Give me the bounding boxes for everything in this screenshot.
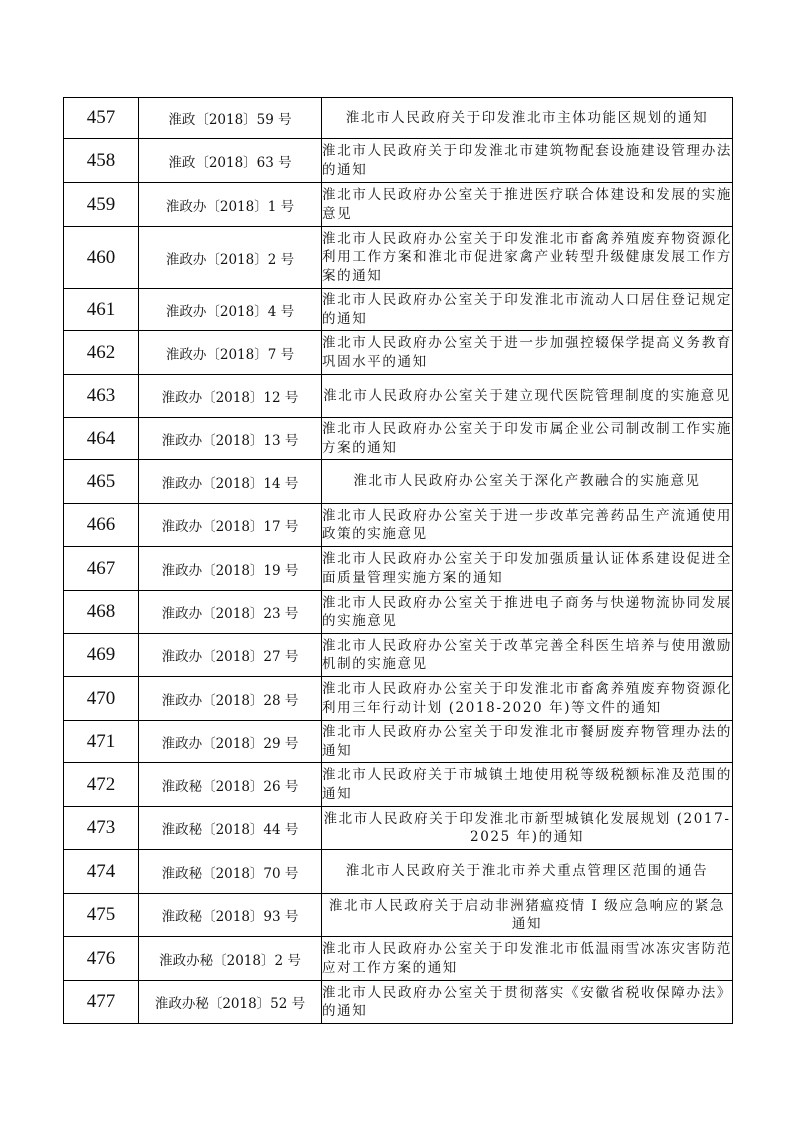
- row-number: 477: [64, 981, 139, 1024]
- row-number: 464: [64, 418, 139, 460]
- document-title: 淮北市人民政府办公室关于印发淮北市畜禽养殖废弃物资源化利用三年行动计划 (2018-2020 年)等文件的通知: [322, 677, 733, 721]
- table-row: [64, 763, 733, 807]
- document-title: 淮北市人民政府办公室关于进一步加强控辍保学提高义务教育巩固水平的通知: [322, 331, 733, 375]
- document-number: 淮政办〔2018〕1 号: [139, 183, 322, 227]
- document-number: 淮政办〔2018〕17 号: [139, 504, 322, 547]
- document-table: [63, 97, 733, 1024]
- row-number: 468: [64, 591, 139, 634]
- row-number: 475: [64, 894, 139, 937]
- document-number: 淮政办〔2018〕28 号: [139, 677, 322, 721]
- table-row: [64, 418, 733, 460]
- document-number: 淮政〔2018〕63 号: [139, 139, 322, 183]
- document-title: 淮北市人民政府关于启动非洲猪瘟疫情 I 级应急响应的紧急通知: [322, 894, 733, 937]
- table-row: [64, 981, 733, 1024]
- row-number: 463: [64, 375, 139, 418]
- document-number: 淮政〔2018〕59 号: [139, 98, 322, 139]
- row-number: 458: [64, 139, 139, 183]
- document-number: 淮政办〔2018〕27 号: [139, 634, 322, 677]
- row-number: 459: [64, 183, 139, 227]
- row-number: 471: [64, 721, 139, 763]
- document-number: 淮政秘〔2018〕44 号: [139, 807, 322, 850]
- document-number: 淮政办〔2018〕13 号: [139, 418, 322, 460]
- document-number: 淮政办〔2018〕14 号: [139, 460, 322, 504]
- table-row: [64, 634, 733, 677]
- row-number: 469: [64, 634, 139, 677]
- table-row: [64, 721, 733, 763]
- document-number: 淮政办秘〔2018〕52 号: [139, 981, 322, 1024]
- table-row: [64, 139, 733, 183]
- document-title: 淮北市人民政府办公室关于推进电子商务与快递物流协同发展的实施意见: [322, 591, 733, 634]
- document-number: 淮政办〔2018〕19 号: [139, 547, 322, 591]
- document-title: 淮北市人民政府办公室关于印发淮北市低温雨雪冰冻灾害防范应对工作方案的通知: [322, 937, 733, 981]
- document-title: 淮北市人民政府关于印发淮北市建筑物配套设施建设管理办法的通知: [322, 139, 733, 183]
- document-number: 淮政办〔2018〕2 号: [139, 227, 322, 289]
- row-number: 466: [64, 504, 139, 547]
- document-title: 淮北市人民政府办公室关于建立现代医院管理制度的实施意见: [322, 375, 733, 418]
- document-title: 淮北市人民政府关于市城镇土地使用税等级税额标准及范围的通知: [322, 763, 733, 807]
- document-number: 淮政办〔2018〕4 号: [139, 289, 322, 331]
- document-number: 淮政秘〔2018〕26 号: [139, 763, 322, 807]
- table-row: [64, 937, 733, 981]
- document-title: 淮北市人民政府办公室关于深化产教融合的实施意见: [322, 460, 733, 504]
- document-title: 淮北市人民政府办公室关于推进医疗联合体建设和发展的实施意见: [322, 183, 733, 227]
- document-title: 淮北市人民政府办公室关于印发市属企业公司制改制工作实施方案的通知: [322, 418, 733, 460]
- table-row: [64, 227, 733, 289]
- table-row: [64, 547, 733, 591]
- table-row: [64, 591, 733, 634]
- row-number: 472: [64, 763, 139, 807]
- document-page: [63, 97, 732, 1024]
- document-title: 淮北市人民政府关于印发淮北市新型城镇化发展规划 (2017-2025 年)的通知: [322, 807, 733, 850]
- row-number: 461: [64, 289, 139, 331]
- document-number: 淮政办〔2018〕29 号: [139, 721, 322, 763]
- row-number: 474: [64, 850, 139, 894]
- document-number: 淮政办秘〔2018〕2 号: [139, 937, 322, 981]
- document-number: 淮政办〔2018〕12 号: [139, 375, 322, 418]
- document-number: 淮政秘〔2018〕93 号: [139, 894, 322, 937]
- document-title: 淮北市人民政府办公室关于改革完善全科医生培养与使用激励机制的实施意见: [322, 634, 733, 677]
- document-title: 淮北市人民政府关于印发淮北市主体功能区规划的通知: [322, 98, 733, 139]
- document-title: 淮北市人民政府办公室关于贯彻落实《安徽省税收保障办法》的通知: [322, 981, 733, 1024]
- table-row: [64, 289, 733, 331]
- document-title: 淮北市人民政府办公室关于印发淮北市餐厨废弃物管理办法的通知: [322, 721, 733, 763]
- document-number: 淮政办〔2018〕7 号: [139, 331, 322, 375]
- table-row: [64, 460, 733, 504]
- table-row: [64, 807, 733, 850]
- document-title: 淮北市人民政府办公室关于印发淮北市流动人口居住登记规定的通知: [322, 289, 733, 331]
- table-row: [64, 894, 733, 937]
- table-row: [64, 183, 733, 227]
- row-number: 470: [64, 677, 139, 721]
- document-title: 淮北市人民政府办公室关于印发淮北市畜禽养殖废弃物资源化利用工作方案和淮北市促进家禽产业转型升级健康发展工作方案的通知: [322, 227, 733, 289]
- row-number: 467: [64, 547, 139, 591]
- row-number: 462: [64, 331, 139, 375]
- table-row: [64, 331, 733, 375]
- table-row: [64, 677, 733, 721]
- document-title: 淮北市人民政府办公室关于进一步改革完善药品生产流通使用政策的实施意见: [322, 504, 733, 547]
- table-row: [64, 850, 733, 894]
- table-row: [64, 98, 733, 139]
- table-row: [64, 375, 733, 418]
- row-number: 476: [64, 937, 139, 981]
- table-row: [64, 504, 733, 547]
- row-number: 465: [64, 460, 139, 504]
- document-number: 淮政办〔2018〕23 号: [139, 591, 322, 634]
- document-title: 淮北市人民政府办公室关于印发加强质量认证体系建设促进全面质量管理实施方案的通知: [322, 547, 733, 591]
- document-title: 淮北市人民政府关于淮北市养犬重点管理区范围的通告: [322, 850, 733, 894]
- row-number: 457: [64, 98, 139, 139]
- document-number: 淮政秘〔2018〕70 号: [139, 850, 322, 894]
- row-number: 460: [64, 227, 139, 289]
- row-number: 473: [64, 807, 139, 850]
